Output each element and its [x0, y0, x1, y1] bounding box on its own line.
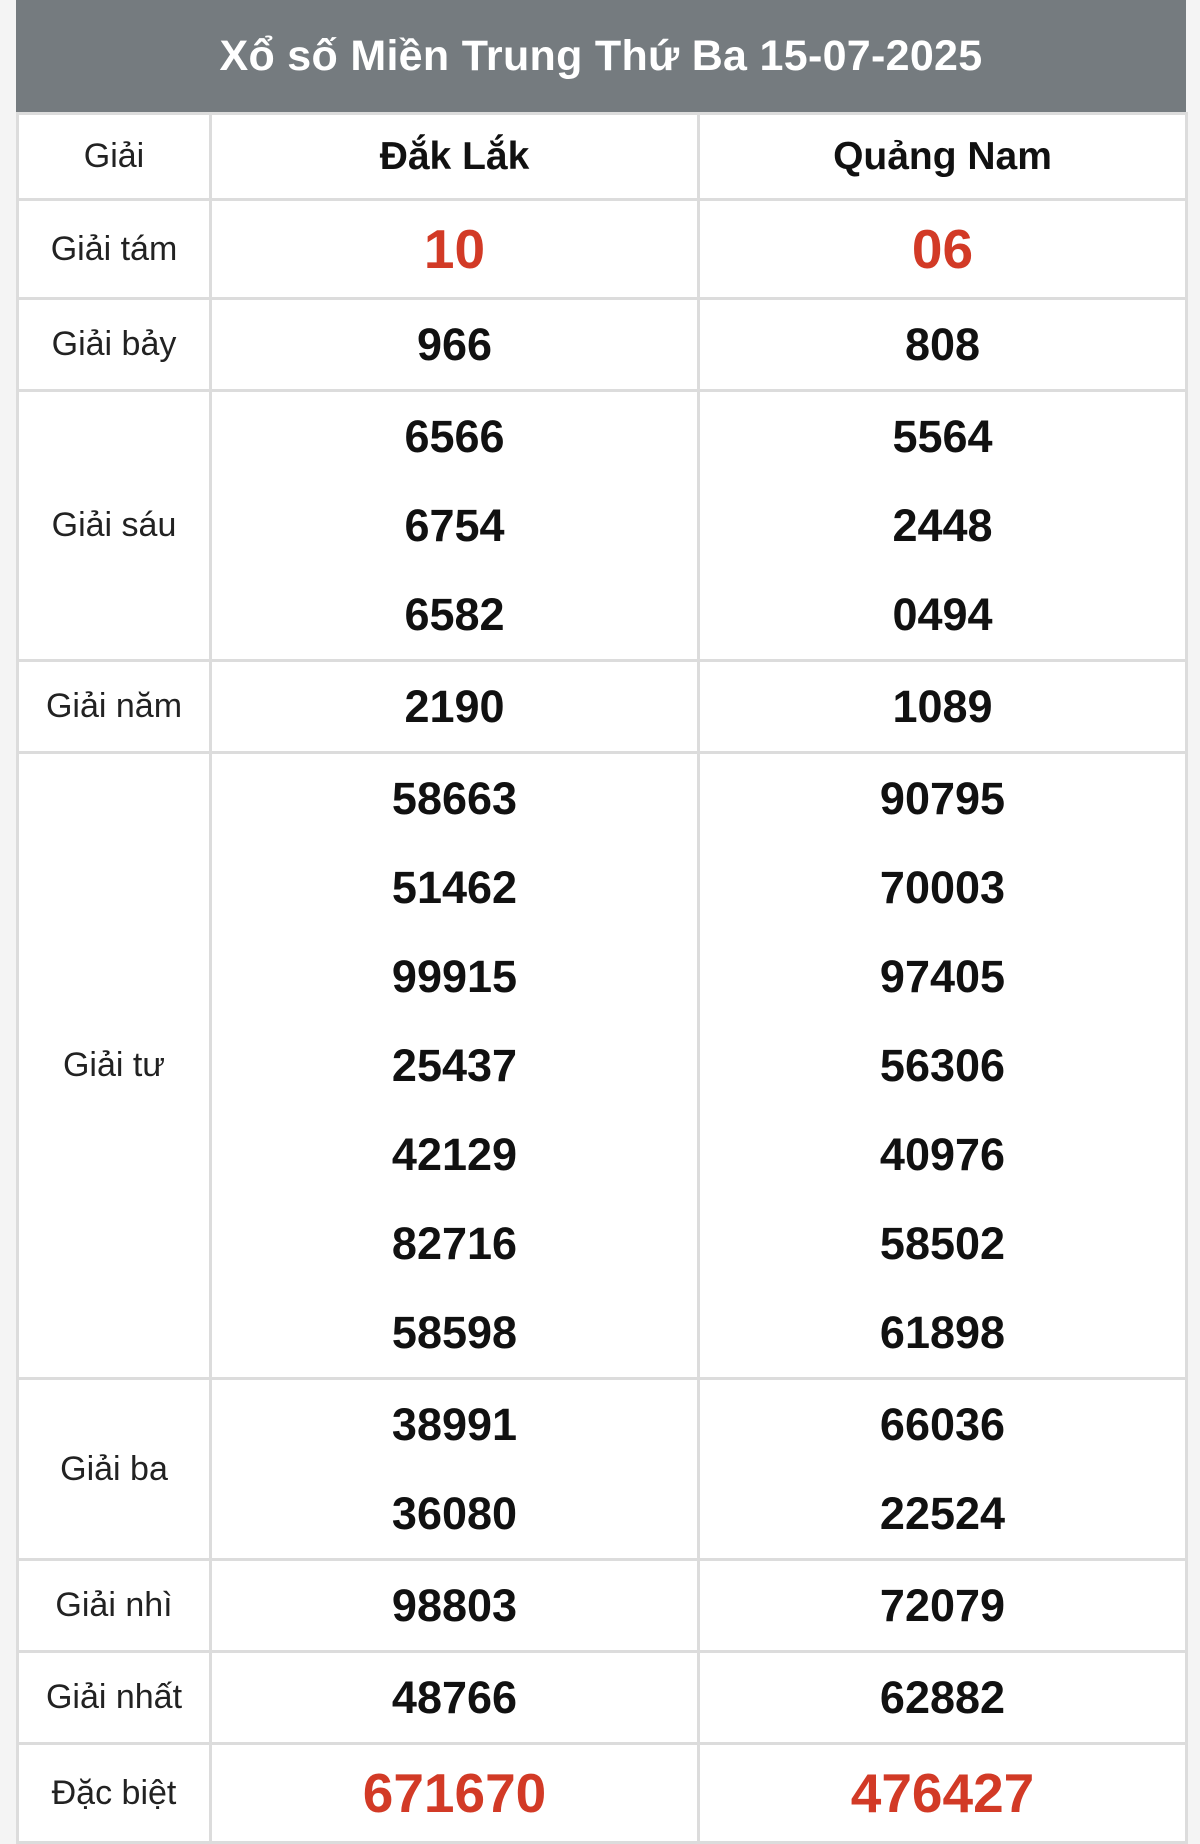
prize-number: 6566	[404, 411, 505, 462]
prize-number: 1089	[892, 681, 993, 732]
prize-number: 99915	[391, 951, 518, 1002]
cell-province-2	[699, 299, 1187, 391]
prize-label: Giải tám	[18, 200, 211, 299]
prize-number: 90795	[879, 773, 1006, 824]
cell-province-2	[699, 200, 1187, 299]
row-giai-nhat	[18, 1652, 1187, 1744]
lottery-results	[16, 0, 1186, 1844]
column-header-prize: Giải	[18, 114, 211, 200]
special-prize-number: 671670	[362, 1761, 547, 1824]
cell-province-1	[211, 1652, 699, 1744]
cell-province-1	[211, 1379, 699, 1560]
prize-number: 38991	[391, 1399, 518, 1450]
cell-province-2	[699, 1560, 1187, 1652]
prize-number: 966	[416, 319, 493, 370]
cell-province-1	[211, 661, 699, 753]
row-giai-sau	[18, 391, 1187, 661]
results-table	[16, 112, 1188, 1844]
prize-number: 36080	[391, 1488, 518, 1539]
prize-number: 61898	[879, 1307, 1006, 1358]
table-header-row	[18, 114, 1187, 200]
row-giai-nhi	[18, 1560, 1187, 1652]
prize-label: Giải sáu	[18, 391, 211, 661]
prize-number: 6582	[404, 589, 505, 640]
prize-number: 48766	[391, 1672, 518, 1723]
prize-number: 2190	[404, 681, 505, 732]
prize-label: Giải bảy	[18, 299, 211, 391]
prize-number: 58598	[391, 1307, 518, 1358]
prize-number: 06	[911, 217, 974, 280]
prize-number: 22524	[879, 1488, 1006, 1539]
cell-province-2	[699, 1379, 1187, 1560]
cell-province-1	[211, 753, 699, 1379]
cell-province-1	[211, 299, 699, 391]
prize-number: 40976	[879, 1129, 1006, 1180]
row-giai-bay	[18, 299, 1187, 391]
cell-province-2	[699, 391, 1187, 661]
prize-number: 51462	[391, 862, 518, 913]
prize-number: 5564	[892, 411, 993, 462]
prize-number: 10	[423, 217, 486, 280]
prize-number: 97405	[879, 951, 1006, 1002]
prize-label: Giải nhì	[18, 1560, 211, 1652]
row-giai-tu	[18, 753, 1187, 1379]
prize-number: 56306	[879, 1040, 1006, 1091]
prize-number: 2448	[892, 500, 993, 551]
prize-number: 6754	[404, 500, 505, 551]
prize-number: 42129	[391, 1129, 518, 1180]
row-giai-tam	[18, 200, 1187, 299]
prize-label: Giải năm	[18, 661, 211, 753]
page-title: Xổ số Miền Trung Thứ Ba 15-07-2025	[16, 0, 1186, 112]
prize-number: 58663	[391, 773, 518, 824]
cell-province-2	[699, 1652, 1187, 1744]
column-header-province-2: Quảng Nam	[699, 114, 1187, 200]
prize-number: 25437	[391, 1040, 518, 1091]
prize-number: 62882	[879, 1672, 1006, 1723]
cell-province-1	[211, 1560, 699, 1652]
cell-province-2	[699, 661, 1187, 753]
cell-province-1	[211, 391, 699, 661]
row-dac-biet	[18, 1744, 1187, 1843]
prize-label: Giải ba	[18, 1379, 211, 1560]
cell-province-1	[211, 1744, 699, 1843]
prize-number: 82716	[391, 1218, 518, 1269]
prize-number: 0494	[892, 589, 993, 640]
cell-province-1	[211, 200, 699, 299]
cell-province-2	[699, 753, 1187, 1379]
row-giai-ba	[18, 1379, 1187, 1560]
prize-label: Giải nhất	[18, 1652, 211, 1744]
column-header-province-1: Đắk Lắk	[211, 114, 699, 200]
prize-number: 98803	[391, 1580, 518, 1631]
prize-label: Đặc biệt	[18, 1744, 211, 1843]
prize-number: 808	[904, 319, 981, 370]
prize-number: 58502	[879, 1218, 1006, 1269]
prize-number: 70003	[879, 862, 1006, 913]
special-prize-number: 476427	[850, 1761, 1035, 1824]
prize-label: Giải tư	[18, 753, 211, 1379]
prize-number: 72079	[879, 1580, 1006, 1631]
cell-province-2	[699, 1744, 1187, 1843]
row-giai-nam	[18, 661, 1187, 753]
prize-number: 66036	[879, 1399, 1006, 1450]
